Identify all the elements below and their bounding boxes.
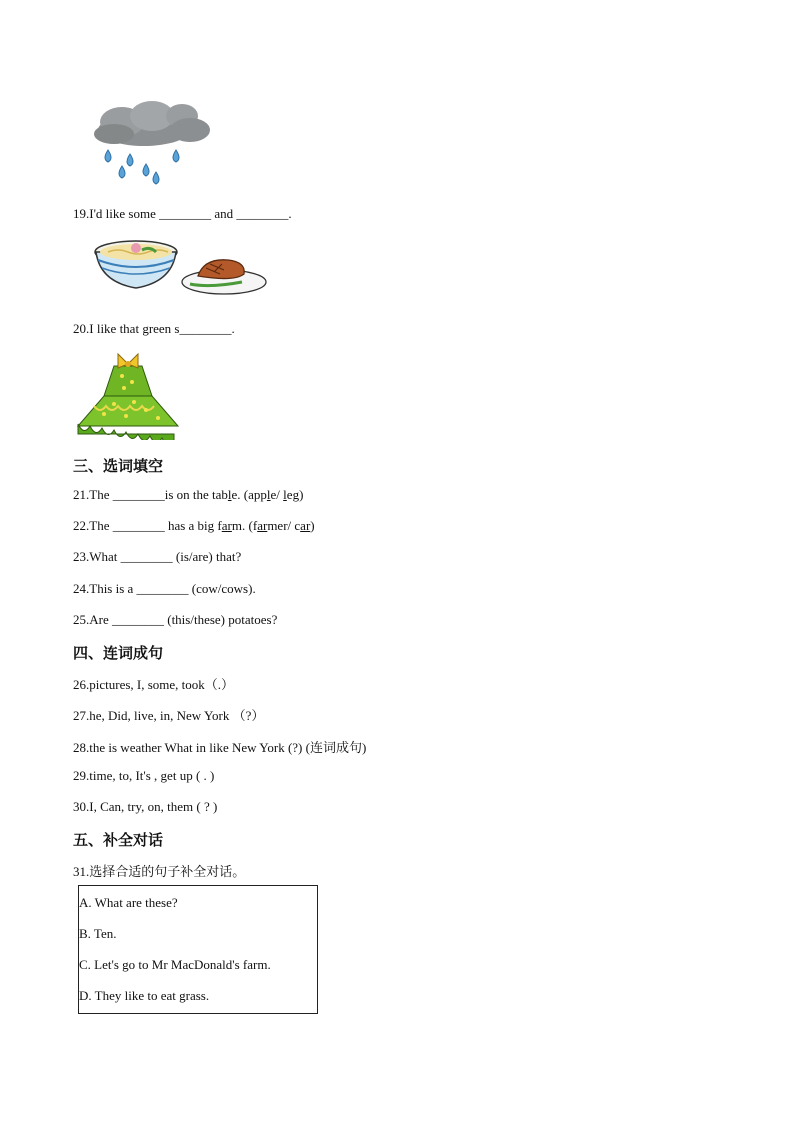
question-number: 20.	[73, 321, 90, 336]
underlined-letter: a	[257, 518, 263, 533]
question-text: m. (	[231, 518, 253, 533]
underlined-letter: r	[305, 518, 311, 533]
question-text: I like that green s________.	[89, 321, 235, 336]
rain-cloud-icon	[74, 96, 214, 188]
underlined-letter: a	[300, 518, 306, 533]
question-text: 22.The ________ has a big	[73, 518, 218, 533]
underlined-letter: r	[227, 518, 232, 533]
question-text: I'd like some ________ and ________.	[89, 206, 292, 221]
question-27: 27.he, Did, live, in, New York （?）	[73, 708, 265, 723]
option-b: B. Ten.	[79, 926, 117, 941]
question-text: mer/	[267, 518, 295, 533]
question-19	[73, 206, 292, 222]
question-24: 24.This is a ________ (cow/cows).	[73, 581, 256, 596]
question-number: 19.	[73, 206, 90, 221]
section-4-title: 四、连词成句	[73, 644, 164, 662]
option-a: A. What are these?	[79, 895, 178, 910]
question-23: 23.What ________ (is/are) that?	[73, 549, 242, 564]
noodles-and-steak-icon	[94, 238, 270, 300]
underlined-letter: r	[262, 518, 268, 533]
option-d: D. They like to eat grass.	[79, 988, 210, 1003]
question-text: c	[294, 518, 301, 533]
question-text: e/	[270, 487, 284, 502]
question-text: eg)	[286, 487, 304, 502]
question-21	[73, 487, 303, 503]
question-20	[73, 321, 235, 337]
section-3-title: 三、选词填空	[73, 457, 164, 475]
question-text: 21.The ________is on the tab	[73, 487, 228, 502]
question-text: e. (app	[231, 487, 267, 502]
underlined-letter: a	[221, 518, 228, 533]
underlined-letter: l	[266, 487, 271, 502]
question-text: f	[217, 518, 222, 533]
question-29: 29.time, to, It's , get up ( . )	[73, 768, 215, 783]
question-text: )	[310, 518, 315, 533]
question-25: 25.Are ________ (this/these) potatoes?	[73, 612, 278, 627]
question-30: 30.I, Can, try, on, them ( ? )	[73, 799, 218, 814]
question-22	[73, 518, 315, 534]
question-31: 31.选择合适的句子补全对话。	[73, 864, 246, 879]
underlined-letter: l	[283, 487, 287, 502]
question-28: 28.the is weather What in like New York (?) (连词成句)	[73, 740, 367, 755]
underlined-letter: l	[227, 487, 232, 502]
question-text: f	[252, 518, 258, 533]
section-5-title: 五、补全对话	[73, 831, 164, 849]
green-skirt-icon	[74, 352, 182, 440]
question-26: 26.pictures, I, some, took（.）	[73, 677, 235, 692]
option-c: C. Let's go to Mr MacDonald's farm.	[79, 957, 271, 972]
